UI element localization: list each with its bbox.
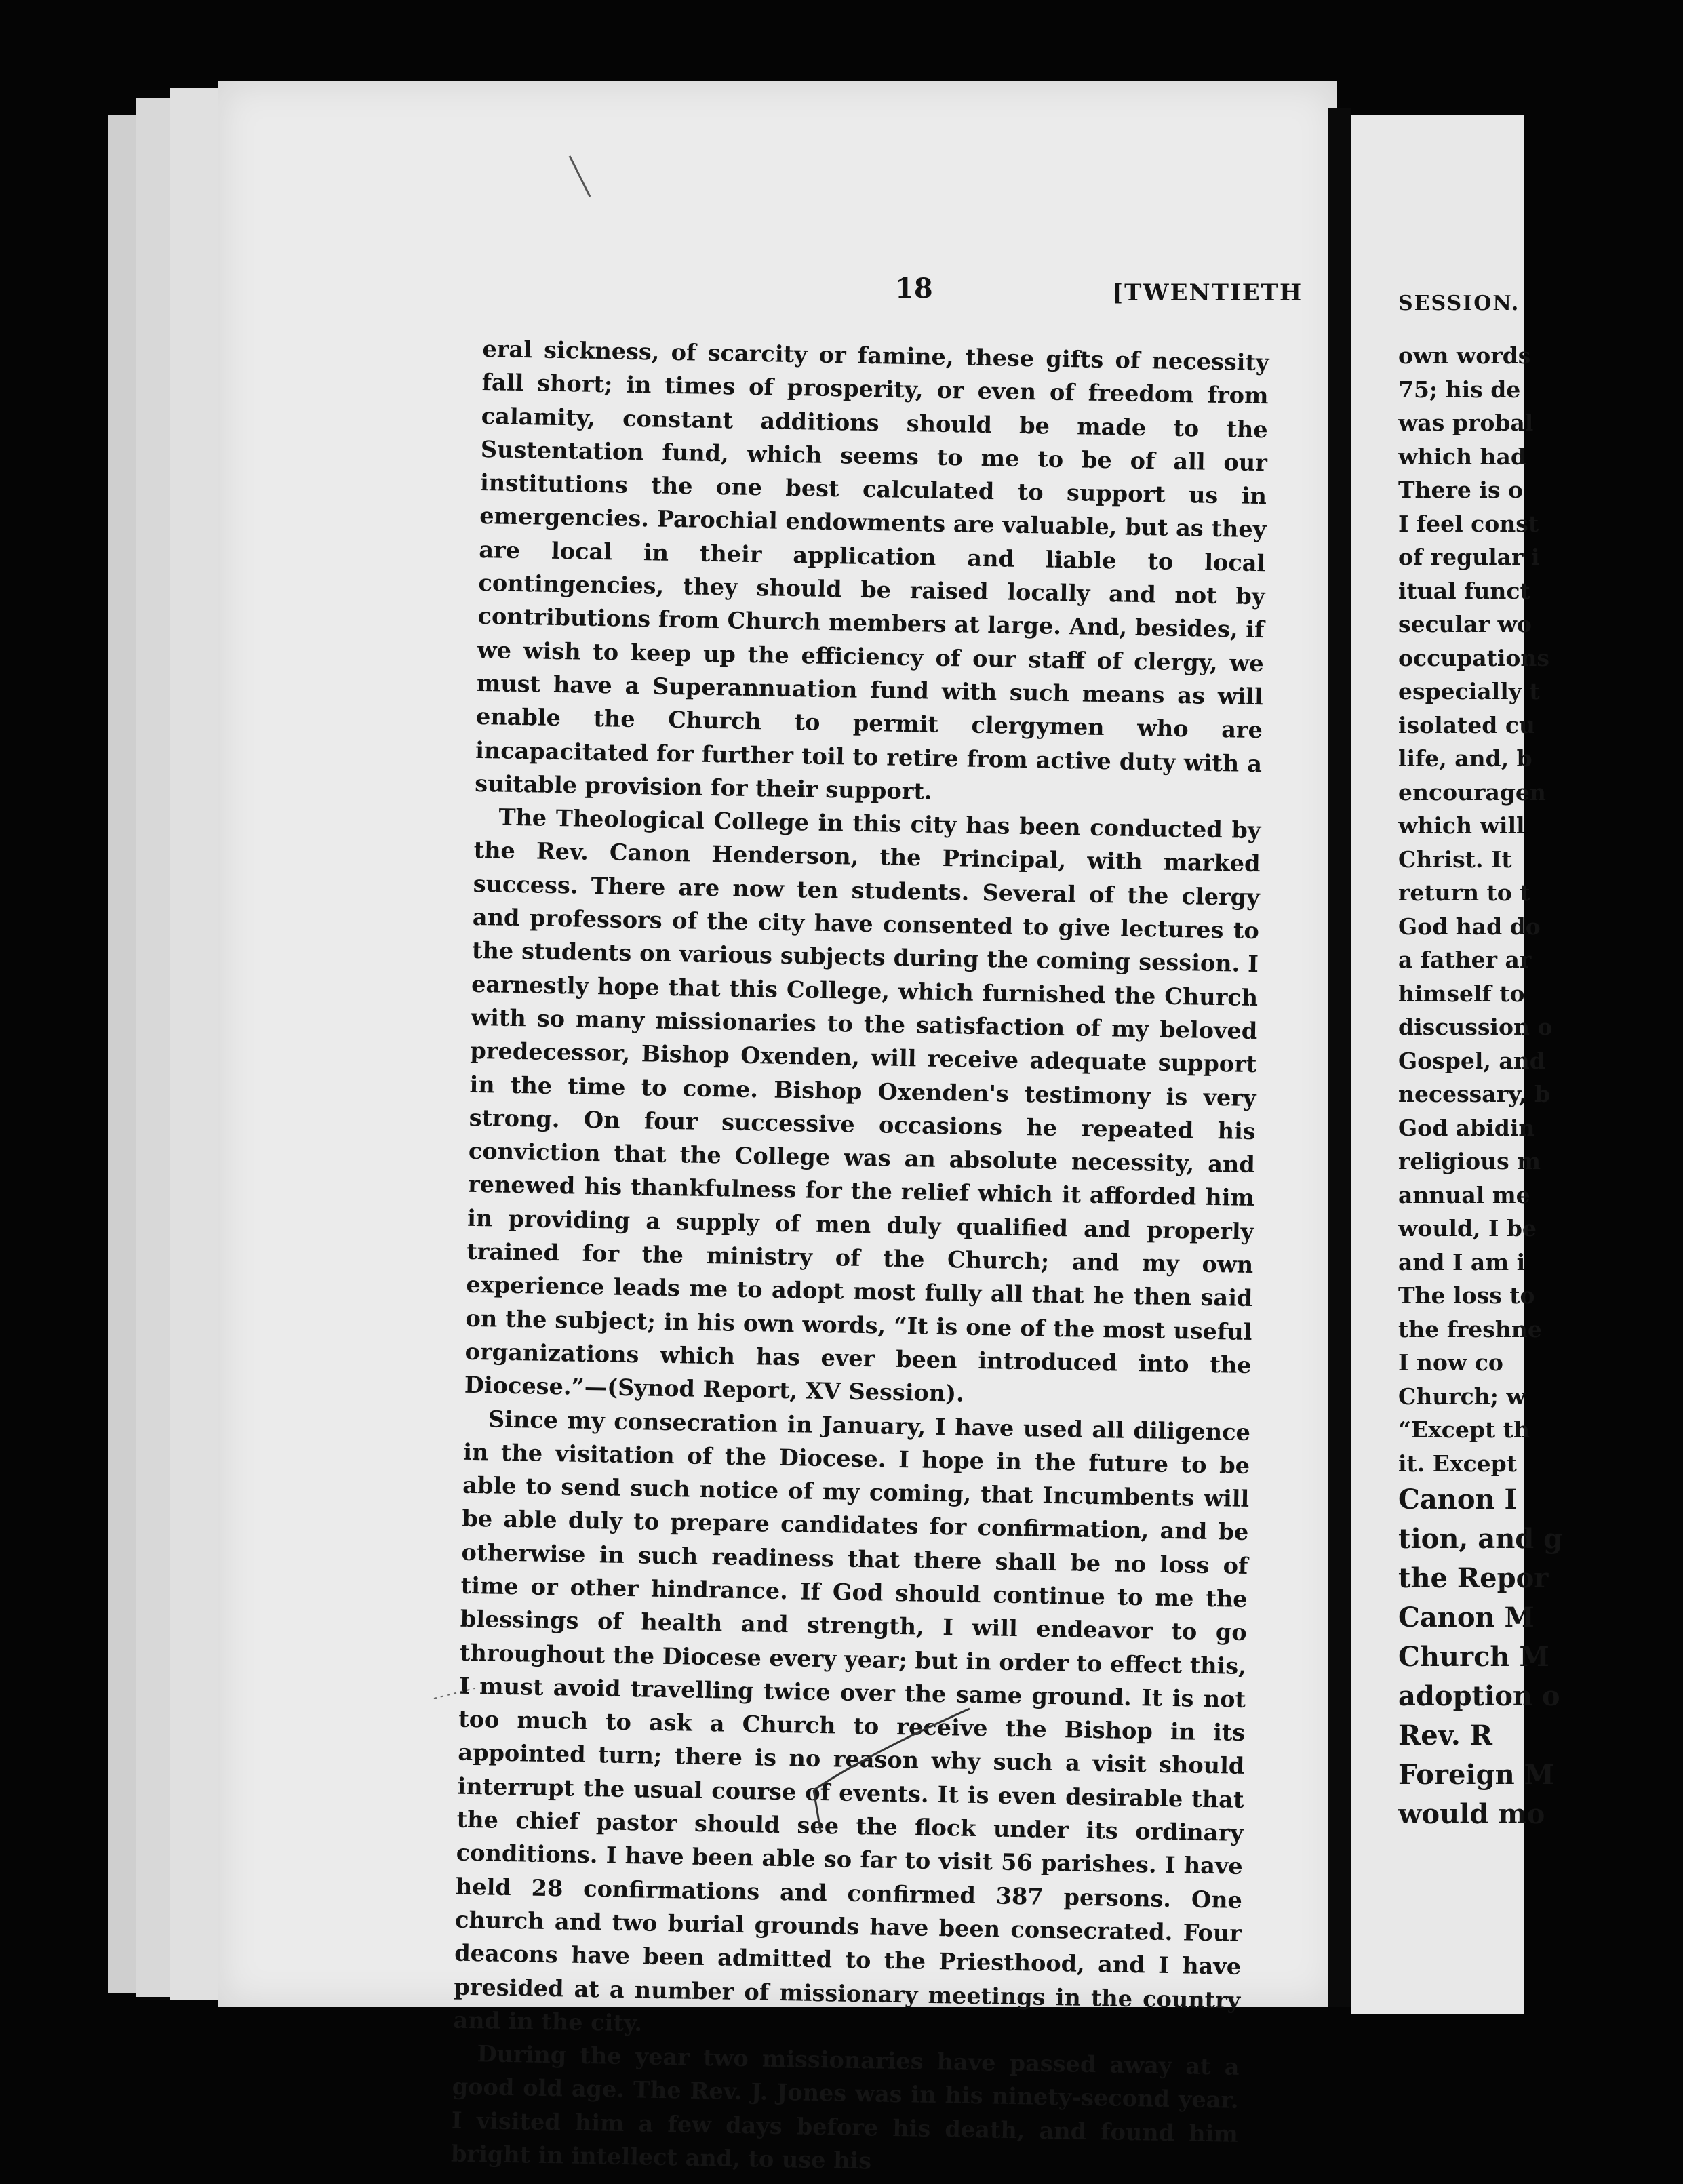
- text-line: the Repor: [1398, 1562, 1549, 1594]
- text-line: Rev. R: [1398, 1720, 1493, 1751]
- running-head-title: [TWENTIETH: [1112, 279, 1303, 306]
- right-running-head: SESSION.: [1398, 292, 1520, 315]
- text-line: isolated cu: [1398, 711, 1535, 738]
- text-line: of regular i: [1398, 544, 1540, 570]
- text-line: which had: [1398, 443, 1526, 470]
- text-line: itual funct: [1398, 577, 1530, 604]
- text-line: was probal: [1398, 410, 1534, 436]
- text-line: “Except th: [1398, 1416, 1530, 1443]
- text-line: own words: [1398, 342, 1531, 369]
- text-line: necessary, b: [1398, 1081, 1551, 1107]
- text-line: himself to: [1398, 980, 1525, 1007]
- text-line: life, and, b: [1398, 745, 1532, 772]
- text-line: Canon I: [1398, 1484, 1518, 1515]
- text-line: religious m: [1398, 1148, 1541, 1174]
- text-line: Canon M: [1398, 1602, 1534, 1633]
- paragraph: Since my consecration in January, I have used all diligence in the visitation of the Diocese. I hope in the future to be able to send such notice of my coming, that Incumbents will be able duly to prepare candidates for confirmation, and be otherwise in such readiness that there shall be no loss of time or other hindrance. If God should continue to me the blessings of health and strength, I will endeavor to go throughout the Diocese every year; but in order to effect this, I must avoid travelling twice over the same ground. It is not too much to ask a Church to receive the Bishop in its appointed turn; there is no reason why such a visit should interrupt the usual course of events. It is even desirable that the chief pastor should see the flock under its ordinary conditions. I have been able so far to visit 56 parishes. I have held 28 confirmations and confirmed 387 persons. One church and two burial grounds have been consecrated. Four deacons have been admitted to the Priesthood, and I have presided at a number of missionary meetings in the country and in the city.: [453, 1405, 1251, 2037]
- text-line: I feel const: [1398, 510, 1539, 537]
- text-line: return to t: [1398, 879, 1530, 906]
- text-line: occupations: [1398, 644, 1550, 671]
- text-line: which will: [1398, 812, 1525, 839]
- text-line: tion, and g: [1398, 1523, 1563, 1555]
- text-line: adoption o: [1398, 1680, 1560, 1712]
- text-line: God had do: [1398, 913, 1541, 940]
- text-line: Church M: [1398, 1641, 1549, 1673]
- pen-stroke: [434, 1688, 475, 1699]
- text-line: would, I be: [1398, 1215, 1537, 1242]
- text-line: a father ar: [1398, 947, 1532, 973]
- text-line: Church; w: [1398, 1383, 1526, 1410]
- text-line: There is o: [1398, 477, 1524, 503]
- text-line: annual me: [1398, 1181, 1530, 1208]
- page-number: 18: [895, 273, 933, 304]
- text-line: it. Except: [1398, 1450, 1517, 1477]
- text-line: encouragen: [1398, 778, 1546, 806]
- text-line: the freshne: [1398, 1315, 1542, 1343]
- pen-stroke: [814, 1709, 970, 1790]
- text-line: secular wo: [1398, 611, 1532, 637]
- text-line: 75; his de: [1398, 376, 1521, 403]
- text-line: Foreign M: [1398, 1759, 1554, 1791]
- paragraph: eral sickness, of scarcity or famine, these gifts of necessity fall short; in times of prosperity, or even of freedom from calamity, constant additions should be made to the Sustentation fund, which seems to me to be of all our institutions the one best calculated to support us in emergencies. Parochial endowments are valuable, but as they are local in their application and liable to local contingencies, they should be raised locally and not by contributions from Church members at large. And, besides, if we wish to keep up the efficiency of our staff of clergy, we must have a Superannuation fund with such means as will enable the Church to permit clergymen who are incapacitated for further toil to retire from active duty with a suitable provision for their support.: [475, 335, 1269, 805]
- text-line: discussion o: [1398, 1014, 1553, 1040]
- text-line: especially t: [1398, 678, 1540, 704]
- text-line: Gospel, and: [1398, 1047, 1545, 1074]
- text-line: and I am i: [1398, 1248, 1526, 1275]
- text-line: The loss to: [1398, 1282, 1535, 1309]
- paragraph: The Theological College in this city has been conducted by the Rev. Canon Henderson, the Principal, with marked success. There are now ten students. Several of the clergy and professors of the city have consented to give lectures to the students on various subjects during the coming session. I earnestly hope that this College, which furnished the Church with so many missionaries to the satisfaction of my beloved predecessor, Bishop Oxenden, will receive adequate support in the time to come. Bishop Oxenden's testimony is very strong. On four successive occasions he repeated his conviction that the College was an absolute necessity, and renewed his thankfulness for the relief which it afforded him in providing a supply of men duly qualified and properly trained for the ministry of the Church; and my own experience leads me to adopt most fully all that he then said on the subject; in his own words, “It is one of the most useful organizations which has ever been introduced into the Diocese.”—(Synod Report, XV Session).: [464, 803, 1261, 1407]
- pen-stroke: [570, 156, 590, 197]
- text-line: Christ. It: [1398, 846, 1512, 873]
- pen-stroke: [814, 1790, 820, 1831]
- paragraph: During the year two missionaries have passed away at a good old age. The Rev. J. Jones was in his ninety-second year. I visited him a few days before his death, and found him bright in intellect and, to use his: [450, 2040, 1240, 2175]
- text-line: God abidin: [1398, 1114, 1535, 1141]
- text-line: I now co: [1398, 1349, 1503, 1376]
- text-line: would mo: [1398, 1798, 1545, 1830]
